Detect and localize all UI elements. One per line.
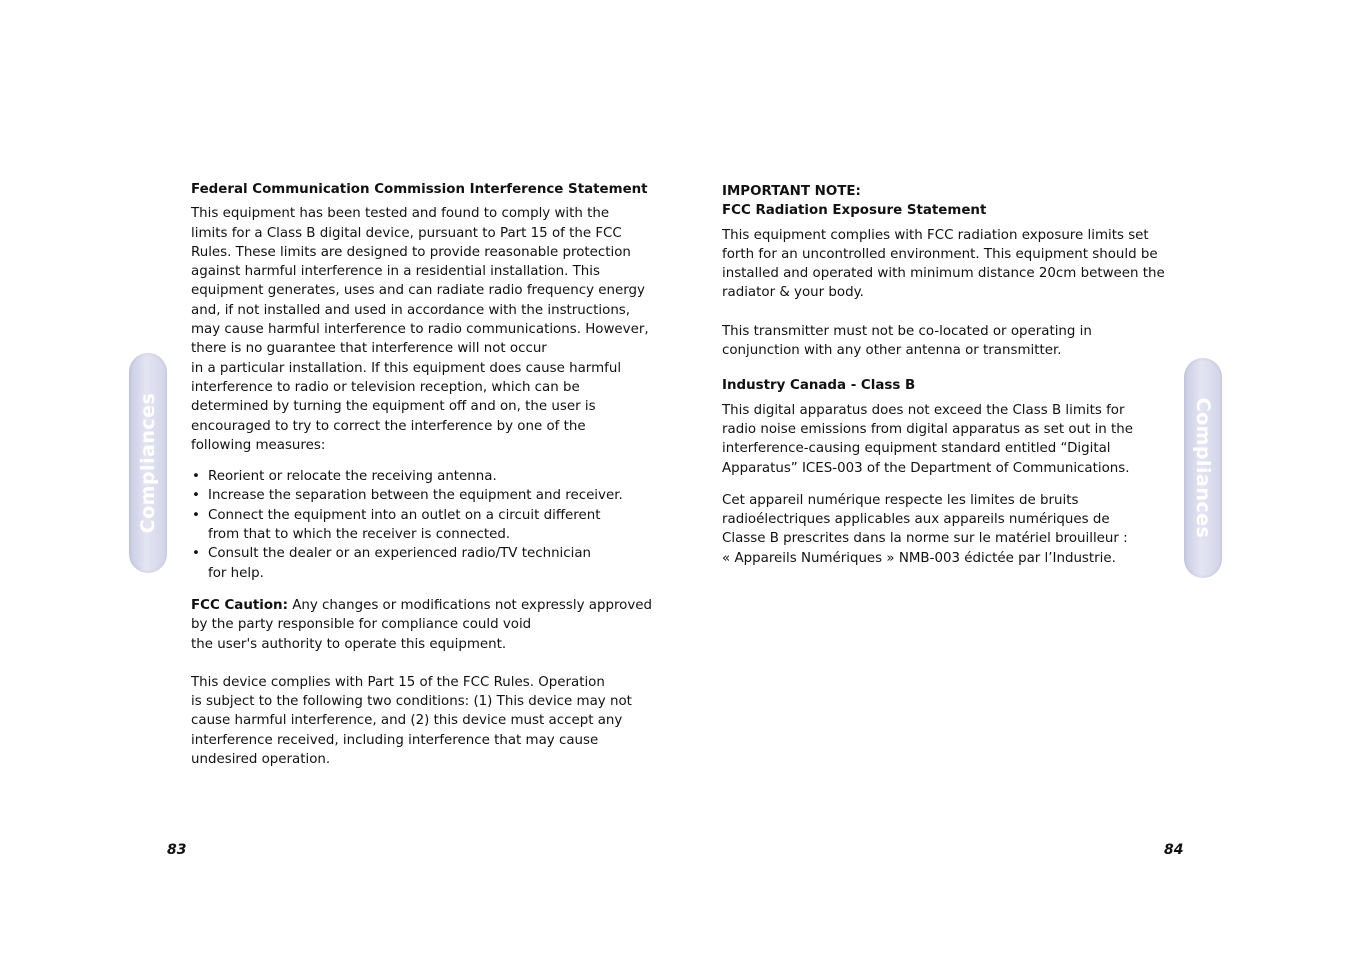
text-line: interference to radio or television reception, which can be bbox=[191, 379, 580, 395]
text-line: by the party responsible for compliance could void bbox=[191, 617, 532, 633]
canada-french-paragraph bbox=[722, 491, 1162, 568]
section-tab-left bbox=[129, 353, 167, 573]
text-line: radiator & your body. bbox=[722, 285, 864, 301]
caution-label: FCC Caution: bbox=[191, 597, 288, 613]
text-line bbox=[191, 596, 653, 615]
text-line: equipment generates, uses and can radiate radio frequency energy bbox=[191, 283, 645, 299]
text-line: « Appareils Numériques » NMB-003 édictée par l’Industrie. bbox=[722, 550, 1116, 566]
text-line: This transmitter must not be co-located or operating in bbox=[722, 323, 1092, 339]
text-line: Connect the equipment into an outlet on a circuit different bbox=[208, 507, 601, 523]
bullet-icon: • bbox=[192, 546, 200, 562]
text-line: radio noise emissions from digital apparatus as set out in the bbox=[722, 421, 1134, 437]
text-line: in a particular installation. If this equipment does cause harmful bbox=[191, 360, 622, 376]
text-line: for help. bbox=[208, 565, 264, 581]
text-line: interference-causing equipment standard entitled “Digital bbox=[722, 441, 1111, 457]
text-line: the user's authority to operate this equipment. bbox=[191, 636, 507, 652]
text-line: limits for a Class B digital device, pursuant to Part 15 of the FCC bbox=[191, 225, 622, 241]
fcc-interference-heading: Federal Communication Commission Interference Statement bbox=[191, 182, 648, 197]
list-item bbox=[191, 506, 641, 545]
fcc-intro-paragraph bbox=[191, 204, 649, 455]
bullet-icon: • bbox=[192, 507, 200, 523]
fcc-caution-paragraph bbox=[191, 596, 653, 654]
text-line: This equipment complies with FCC radiation exposure limits set bbox=[722, 227, 1149, 243]
list-item bbox=[191, 486, 641, 505]
text-line: This device complies with Part 15 of the FCC Rules. Operation bbox=[191, 674, 605, 690]
text-line: This equipment has been tested and found to comply with the bbox=[191, 206, 610, 222]
bullet-icon: • bbox=[192, 488, 200, 504]
part15-paragraph bbox=[191, 673, 641, 769]
section-tab-label: Compliances bbox=[1192, 397, 1214, 539]
bullet-icon: • bbox=[192, 469, 200, 485]
text-line: may cause harmful interference to radio communications. However, bbox=[191, 322, 649, 338]
text-line: encouraged to try to correct the interference by one of the bbox=[191, 418, 586, 434]
page-number-right: 84 bbox=[1164, 842, 1184, 858]
text-line: Reorient or relocate the receiving antenna. bbox=[208, 469, 497, 485]
colocation-paragraph bbox=[722, 322, 1162, 361]
text-line: interference received, including interference that may cause bbox=[191, 732, 599, 748]
list-item bbox=[191, 467, 641, 486]
section-tab-label: Compliances bbox=[137, 392, 159, 534]
text-line: Rules. These limits are designed to provide reasonable protection bbox=[191, 244, 631, 260]
text-line: forth for an uncontrolled environment. This equipment should be bbox=[722, 246, 1158, 262]
important-note-title: IMPORTANT NOTE: bbox=[722, 184, 861, 199]
page-number-left: 83 bbox=[167, 842, 187, 858]
measures-list bbox=[191, 467, 641, 583]
text-line: Consult the dealer or an experienced radio/TV technician bbox=[208, 546, 592, 562]
list-item bbox=[191, 544, 641, 583]
section-tab-right bbox=[1184, 358, 1222, 578]
text-line: following measures: bbox=[191, 437, 326, 453]
text-line: from that to which the receiver is connected. bbox=[208, 527, 511, 543]
text-line: undesired operation. bbox=[191, 752, 331, 768]
text-line: cause harmful interference, and (2) this device must accept any bbox=[191, 713, 623, 729]
text-line: Increase the separation between the equipment and receiver. bbox=[208, 488, 623, 504]
canada-english-paragraph bbox=[722, 401, 1162, 478]
text-line: radioélectriques applicables aux appareils numériques de bbox=[722, 512, 1110, 528]
text-line: Classe B prescrites dans la norme sur le matériel brouilleur : bbox=[722, 531, 1128, 547]
text-line: determined by turning the equipment off and on, the user is bbox=[191, 399, 596, 415]
left-page-content bbox=[191, 180, 653, 769]
radiation-exposure-heading: FCC Radiation Exposure Statement bbox=[722, 203, 987, 219]
exposure-paragraph bbox=[722, 226, 1165, 303]
text-line: is subject to the following two conditions: (1) This device may not bbox=[191, 694, 632, 710]
text-line: against harmful interference in a residential installation. This bbox=[191, 264, 600, 280]
text-line: there is no guarantee that interference will not occur bbox=[191, 341, 547, 357]
text-line: Apparatus” ICES-003 of the Department of Communications. bbox=[722, 460, 1130, 476]
text-line: conjunction with any other antenna or transmitter. bbox=[722, 343, 1062, 359]
caution-text: Any changes or modifications not expressly approved bbox=[287, 597, 653, 613]
right-page-content bbox=[722, 182, 1165, 568]
text-line: and, if not installed and used in accordance with the instructions, bbox=[191, 302, 631, 318]
text-line: This digital apparatus does not exceed the Class B limits for bbox=[722, 402, 1125, 418]
text-line: installed and operated with minimum distance 20cm between the bbox=[722, 266, 1165, 282]
industry-canada-heading: Industry Canada - Class B bbox=[722, 378, 916, 394]
text-line: Cet appareil numérique respecte les limites de bruits bbox=[722, 492, 1079, 508]
